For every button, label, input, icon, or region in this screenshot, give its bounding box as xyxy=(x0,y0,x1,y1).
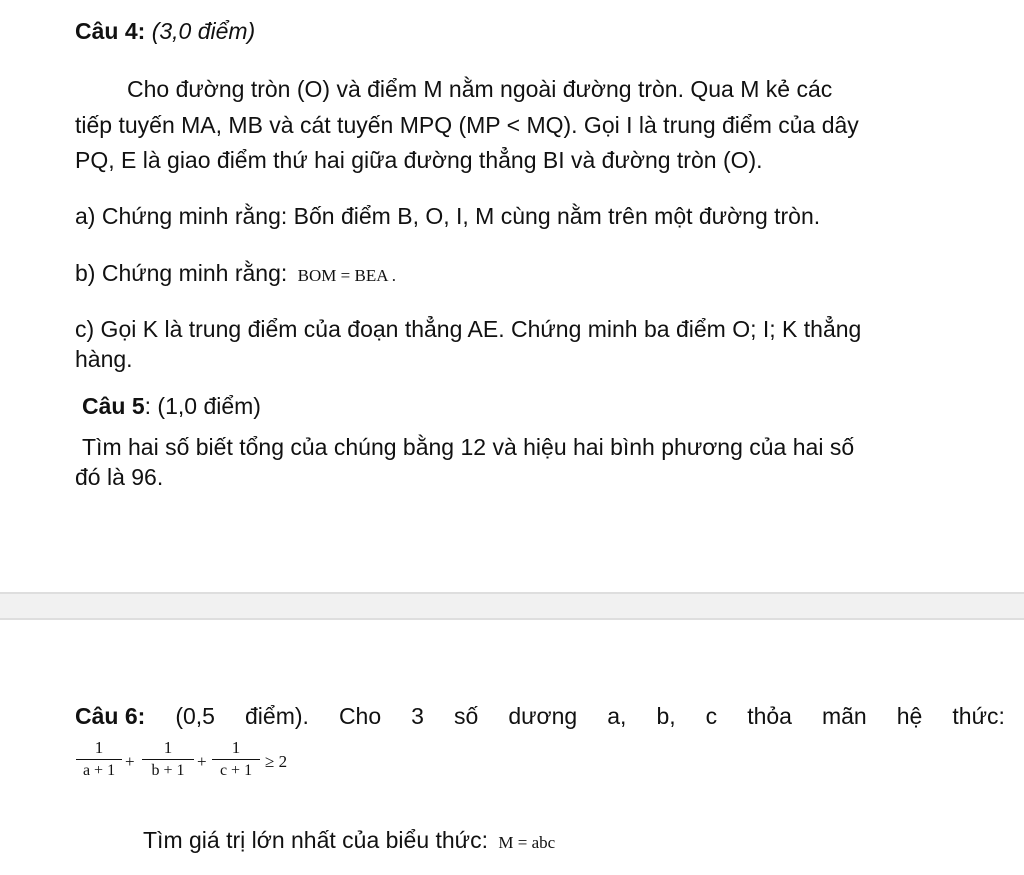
q6-question xyxy=(143,827,555,855)
q4-part-c-line2: hàng. xyxy=(75,346,133,372)
fraction-2 xyxy=(142,738,194,781)
q6-word: điểm). xyxy=(245,703,309,729)
q6-question-formula: M = abc xyxy=(498,833,556,852)
q6-word: dương xyxy=(508,703,578,729)
fraction-1 xyxy=(76,738,122,781)
q6-word: thức: xyxy=(952,703,1005,729)
fraction-2-numerator: 1 xyxy=(163,738,173,757)
q5-title: Câu 5 xyxy=(82,393,145,419)
q4-part-c-line1: c) Gọi K là trung điểm của đoạn thẳng AE. Chứng minh ba điểm O; I; K thẳng xyxy=(75,316,862,342)
q6-word: thỏa xyxy=(747,703,792,729)
q4-points: (3,0 điểm) xyxy=(151,18,256,44)
q4-heading xyxy=(75,18,255,46)
q4-part-b-text: b) Chứng minh rằng: xyxy=(75,260,288,286)
fraction-bar xyxy=(142,759,194,760)
q6-word: số xyxy=(454,703,479,729)
q6-word: Cho xyxy=(338,703,382,729)
q6-word: hệ xyxy=(896,703,923,729)
q6-word: b, xyxy=(656,703,676,729)
q6-word: mãn xyxy=(821,703,867,729)
page-break xyxy=(0,592,1024,620)
fraction-1-numerator: 1 xyxy=(94,738,104,757)
q6-question-text: Tìm giá trị lớn nhất của biểu thức: xyxy=(143,827,488,853)
q5-heading xyxy=(82,393,261,421)
q6-title: Câu 6: xyxy=(75,703,146,729)
q4-intro-line2: tiếp tuyến MA, MB và cát tuyến MPQ (MP < MQ). Gọi I là trung điểm của dây xyxy=(75,112,859,138)
fraction-3-denominator: c + 1 xyxy=(219,762,253,779)
q6-word: a, xyxy=(607,703,627,729)
q5-text-line2: đó là 96. xyxy=(75,464,164,490)
plus-sign: + xyxy=(125,752,135,771)
q4-intro-line3: PQ, E là giao điểm thứ hai giữa đường thẳng BI và đường tròn (O). xyxy=(75,147,763,173)
q6-heading xyxy=(75,703,1005,731)
fraction-bar xyxy=(212,759,260,760)
inequality-sign: ≥ 2 xyxy=(265,752,288,771)
q5-text-line1: Tìm hai số biết tổng của chúng bằng 12 và hiệu hai bình phương của hai số xyxy=(82,434,855,460)
fraction-3-numerator: 1 xyxy=(231,738,241,757)
fraction-1-denominator: a + 1 xyxy=(82,762,116,779)
q4-title: Câu 4: xyxy=(75,18,146,44)
q6-word: (0,5 xyxy=(175,703,215,729)
fraction-3 xyxy=(212,738,260,781)
fraction-bar xyxy=(76,759,122,760)
plus-sign: + xyxy=(197,752,207,771)
q4-part-b-formula: BOM = BEA . xyxy=(297,266,397,285)
q4-part-b xyxy=(75,260,396,288)
q6-word: c xyxy=(705,703,718,729)
q6-word: 3 xyxy=(411,703,424,729)
q5-points: : (1,0 điểm) xyxy=(144,393,261,419)
q4-part-a: a) Chứng minh rằng: Bốn điểm B, O, I, M cùng nằm trên một đường tròn. xyxy=(75,203,821,229)
q4-intro-line1: Cho đường tròn (O) và điểm M nằm ngoài đường tròn. Qua M kẻ các xyxy=(127,76,833,102)
fraction-2-denominator: b + 1 xyxy=(151,762,185,779)
